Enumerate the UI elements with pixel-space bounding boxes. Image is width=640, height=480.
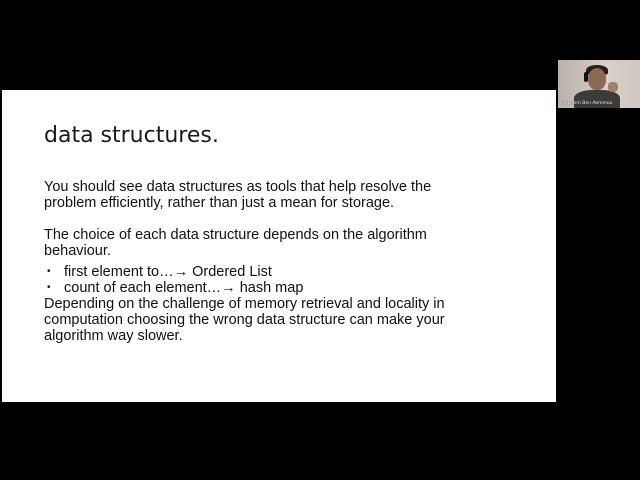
list-item (44, 264, 534, 280)
list-item (44, 280, 534, 296)
memory-line-1: Depending on the challenge of memory retrieval and locality in (44, 296, 445, 312)
bullet-icon: • (47, 282, 51, 293)
slide-body (44, 179, 534, 344)
intro-paragraph (44, 179, 534, 211)
choice-paragraph (44, 227, 534, 259)
participant-video-tile[interactable] (558, 60, 640, 108)
headphone-icon (584, 72, 588, 82)
participant-face (588, 68, 606, 90)
memory-line-2: computation choosing the wrong data structure can make your (44, 312, 445, 328)
intro-line-2: problem efficiently, rather than just a mean for storage. (44, 195, 395, 211)
shared-slide (2, 90, 556, 402)
slide-title: data structures. (44, 123, 219, 148)
bullet-icon: • (47, 266, 51, 277)
memory-line-3: algorithm way slower. (44, 328, 183, 344)
intro-line-1: You should see data structures as tools that help resolve the (44, 179, 432, 195)
participant-name-label: Houssem Ben Aemmou (560, 101, 613, 106)
memory-paragraph (44, 296, 534, 344)
choice-line-2: behaviour. (44, 243, 111, 259)
bullet-list (44, 264, 534, 296)
bullet-text: count of each element…→ hash map (64, 280, 304, 296)
bullet-text: first element to…→ Ordered List (64, 264, 272, 280)
participant-hand (608, 82, 618, 92)
choice-line-1: The choice of each data structure depends on the algorithm (44, 227, 427, 243)
